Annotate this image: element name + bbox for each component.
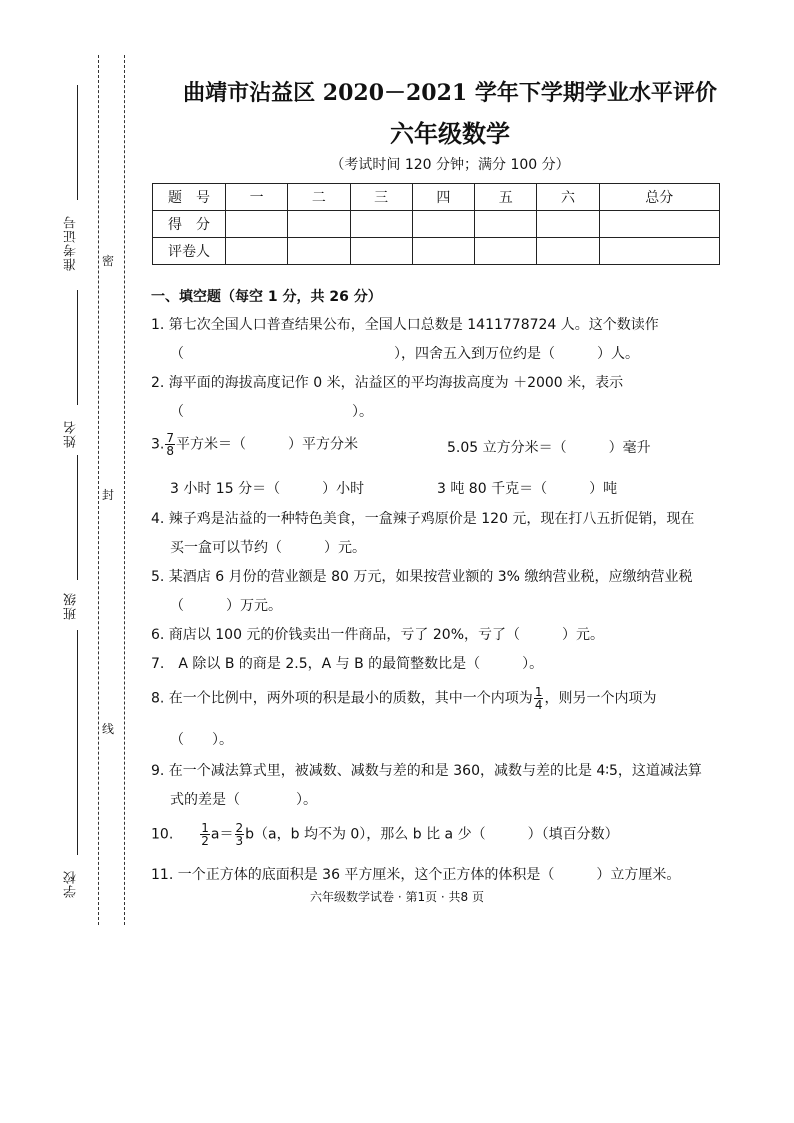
- seal-mi: 密: [102, 254, 115, 268]
- name-blank: [77, 455, 78, 580]
- fraction-denominator: 4: [534, 698, 543, 712]
- question-3d: 3 吨 80 千克＝（ ）吨: [437, 481, 618, 497]
- fold-line: [124, 55, 125, 925]
- question-8-line2: （ ）。: [170, 732, 233, 748]
- question-10-rest: b（a，b 均不为 0），那么 b 比 a 少（ ）（填百分数）: [245, 826, 619, 843]
- question-3a: 平方米＝（ ）平方分米: [176, 436, 358, 453]
- fraction: [165, 432, 175, 457]
- fraction-numerator: 7: [166, 431, 174, 445]
- grader-cell[interactable]: [537, 238, 599, 265]
- fraction-denominator: 3: [235, 834, 244, 848]
- fraction-numerator: 1: [201, 821, 209, 835]
- question-10-mid: a＝: [210, 826, 234, 843]
- score-header-row: [153, 184, 720, 211]
- score-row: [153, 211, 720, 238]
- exam-title: 曲靖市沾益区 2020－2021 学年下学期学业水平评价: [183, 80, 717, 106]
- question-5-line2: （ ）万元。: [170, 598, 282, 614]
- score-table: [152, 183, 720, 265]
- question-1-line1: 1. 第七次全国人口普查结果公布，全国人口总数是 1411778724 人。这个数读作: [151, 317, 659, 333]
- fraction: [235, 822, 245, 847]
- grader-cell[interactable]: [226, 238, 288, 265]
- question-3-number: 3.: [151, 436, 165, 453]
- grader-cell[interactable]: [288, 238, 350, 265]
- seal-feng: 封: [102, 488, 115, 502]
- fraction-numerator: 1: [534, 685, 543, 699]
- question-4-line1: 4. 辣子鸡是沾益的一种特色美食，一盒辣子鸡原价是 120 元，现在打八五折促销，现在: [151, 511, 695, 527]
- question-8a: 8. 在一个比例中，两外项的积是最小的质数，其中一个内项为: [151, 690, 533, 707]
- class-label: 班级: [64, 592, 79, 620]
- question-10: [151, 822, 619, 847]
- exam-id-label: 准考证号: [64, 215, 79, 271]
- grader-row-label: 评卷人: [153, 238, 226, 265]
- score-row-label: 得 分: [153, 211, 226, 238]
- question-3b: 5.05 立方分米＝（ ）毫升: [447, 440, 651, 456]
- score-header-cell: 二: [288, 184, 350, 211]
- question-2-line2: （ ）。: [170, 404, 373, 420]
- fraction-denominator: 8: [166, 444, 174, 458]
- class-blank: [77, 630, 78, 855]
- exam-info: （考试时间 120 分钟；满分 100 分）: [330, 157, 570, 173]
- question-3c: 3 小时 15 分＝（ ）小时: [170, 481, 365, 497]
- score-cell[interactable]: [412, 211, 474, 238]
- grader-cell[interactable]: [599, 238, 719, 265]
- fraction: [534, 686, 544, 711]
- fraction-numerator: 2: [235, 821, 244, 835]
- question-6: 6. 商店以 100 元的价钱卖出一件商品，亏了 20%，亏了（ ）元。: [151, 627, 604, 643]
- score-header-cell: 六: [537, 184, 599, 211]
- score-cell[interactable]: [350, 211, 412, 238]
- question-1-line2: （ ），四舍五入到万位约是（ ）人。: [170, 346, 639, 362]
- exam-id-blank: [77, 85, 78, 200]
- grader-cell[interactable]: [475, 238, 537, 265]
- score-header-cell: 五: [475, 184, 537, 211]
- seal-xian: 线: [102, 722, 115, 736]
- fraction-denominator: 2: [201, 834, 209, 848]
- score-cell[interactable]: [288, 211, 350, 238]
- subject-title: 六年级数学: [390, 119, 510, 148]
- fold-line: [98, 55, 99, 925]
- question-2-line1: 2. 海平面的海拔高度记作 0 米，沾益区的平均海拔高度为 ＋2000 米，表示: [151, 375, 624, 391]
- score-header-cell: 一: [226, 184, 288, 211]
- question-3-line1: [151, 432, 358, 457]
- question-5-line1: 5. 某酒店 6 月份的营业额是 80 万元，如果按营业额的 3% 缴纳营业税，应缴纳营业税: [151, 569, 693, 585]
- grader-cell[interactable]: [350, 238, 412, 265]
- grader-cell[interactable]: [412, 238, 474, 265]
- question-7: 7. A 除以 B 的商是 2.5，A 与 B 的最简整数比是（ ）。: [151, 656, 544, 672]
- score-header-cell: 总分: [599, 184, 719, 211]
- score-cell[interactable]: [475, 211, 537, 238]
- score-cell[interactable]: [537, 211, 599, 238]
- question-4-line2: 买一盒可以节约（ ）元。: [170, 540, 366, 556]
- grader-row: [153, 238, 720, 265]
- section-title: 一、填空题（每空 1 分，共 26 分）: [151, 289, 382, 305]
- score-cell[interactable]: [226, 211, 288, 238]
- score-header-cell: 三: [350, 184, 412, 211]
- fraction: [200, 822, 210, 847]
- question-8-line1: [151, 686, 656, 711]
- score-header-cell: 题 号: [153, 184, 226, 211]
- question-11: 11. 一个正方体的底面积是 36 平方厘米，这个正方体的体积是（ ）立方厘米。: [151, 867, 681, 883]
- name-label: 姓名: [64, 420, 79, 448]
- score-header-cell: 四: [412, 184, 474, 211]
- school-label: 学校: [64, 870, 79, 898]
- page-footer: 六年级数学试卷 · 第1页 · 共8 页: [310, 890, 484, 904]
- question-10-number: 10.: [151, 826, 174, 843]
- question-9-line1: 9. 在一个减法算式里，被减数、减数与差的和是 360，减数与差的比是 4∶5，这道减法算: [151, 763, 702, 779]
- question-8a2: ，则另一个内项为: [544, 690, 657, 707]
- question-9-line2: 式的差是（ ）。: [170, 792, 317, 808]
- name-blank-top: [77, 290, 78, 405]
- score-cell[interactable]: [599, 211, 719, 238]
